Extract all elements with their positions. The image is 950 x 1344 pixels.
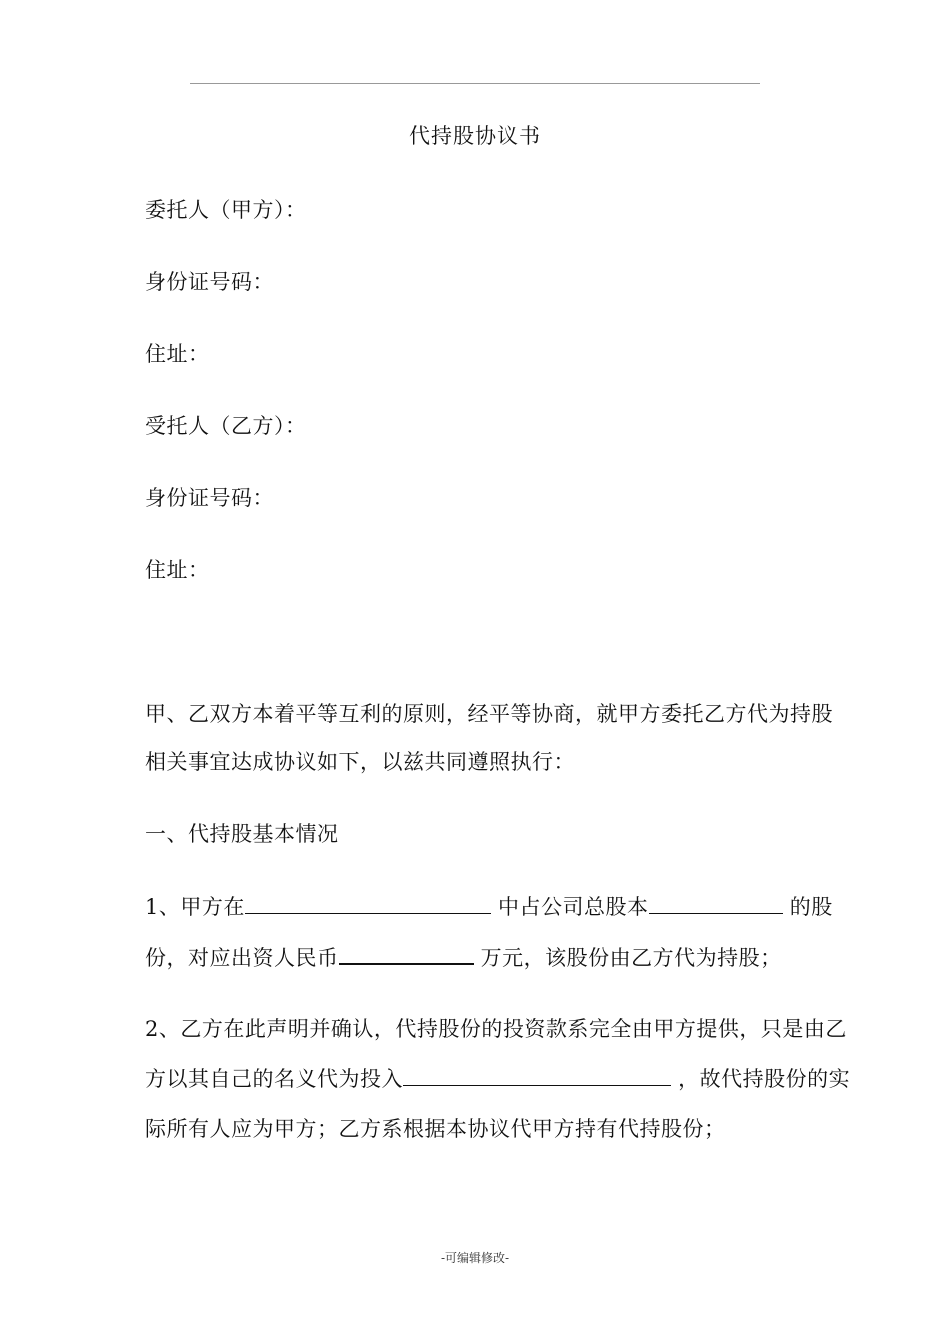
section-1-heading: 一、代持股基本情况 — [145, 822, 339, 846]
company-name-blank[interactable] — [245, 891, 491, 914]
clause-1-text-d: 份，对应出资人民币 — [145, 946, 339, 970]
share-percentage-blank[interactable] — [649, 891, 783, 914]
document-title: 代持股协议书 — [409, 124, 541, 148]
clause-1-line-2 — [145, 941, 782, 974]
party-a-address-label: 住址： — [145, 342, 210, 366]
preamble-line-1: 甲、乙双方本着平等互利的原则，经平等协商，就甲方委托乙方代为持股 — [145, 702, 833, 726]
clause-1-line-1 — [145, 891, 833, 923]
preamble-line-2: 相关事宜达成协议如下，以兹共同遵照执行： — [145, 750, 575, 774]
party-b-label: 受托人（乙方）： — [145, 414, 307, 438]
page-footer: -可编辑修改- — [440, 1251, 510, 1265]
party-b-address-label: 住址： — [145, 558, 210, 582]
clause-1-text-e: 万元，该股份由乙方代为持股； — [473, 946, 782, 970]
clause-1-text-c: 的股 — [782, 895, 833, 919]
party-a-id-label: 身份证号码： — [145, 270, 274, 294]
header-rule — [190, 83, 760, 84]
clause-2-text-b: ，故代持股份的实 — [671, 1067, 851, 1091]
clause-2-line-3: 际所有人应为甲方；乙方系根据本协议代甲方持有代持股份； — [145, 1117, 726, 1141]
clause-1-text-a: 1、甲方在 — [145, 895, 245, 919]
clause-2-line-2 — [145, 1063, 850, 1095]
clause-1-text-b: 中占公司总股本 — [490, 895, 649, 919]
party-b-id-label: 身份证号码： — [145, 486, 274, 510]
invested-company-blank[interactable] — [403, 1063, 671, 1086]
investment-amount-blank[interactable] — [339, 941, 474, 965]
clause-2-text-a: 方以其自己的名义代为投入 — [145, 1067, 403, 1091]
party-a-label: 委托人（甲方）： — [145, 198, 307, 222]
clause-2-line-1: 2、乙方在此声明并确认，代持股份的投资款系完全由甲方提供，只是由乙 — [145, 1017, 847, 1041]
